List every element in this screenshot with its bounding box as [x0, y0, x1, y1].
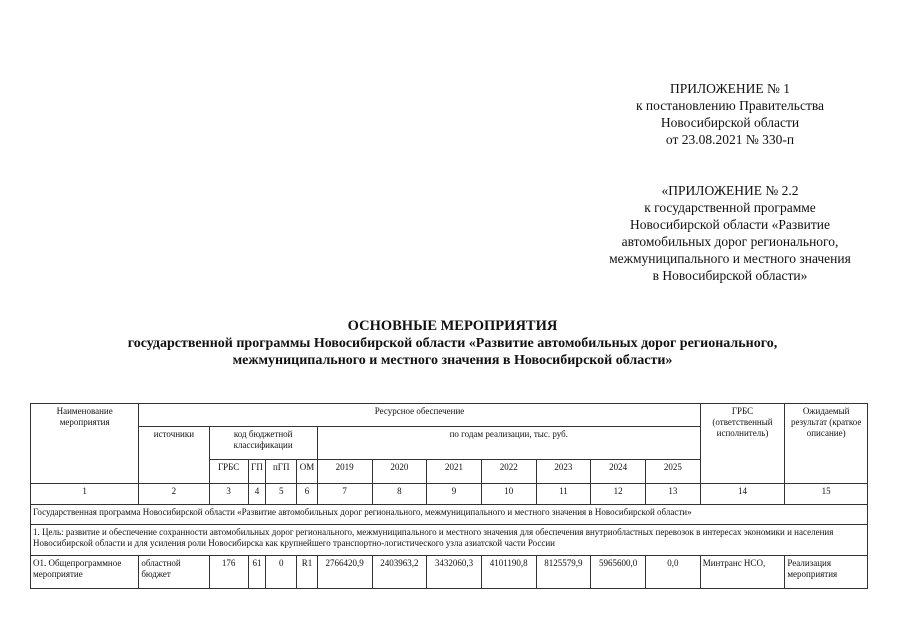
column-number: 15 [785, 484, 868, 505]
year-value: 0,0 [645, 556, 700, 589]
column-number: 4 [248, 484, 266, 505]
year-value: 3432060,3 [427, 556, 482, 589]
header-resources: Ресурсное обеспечение [139, 404, 700, 427]
appendix-1-date: от 23.08.2021 № 330-п [665, 132, 795, 147]
column-number: 1 [31, 484, 139, 505]
column-number: 13 [645, 484, 700, 505]
column-number: 14 [700, 484, 785, 505]
appendix-2-line: к государственной программе [644, 200, 816, 215]
column-number: 7 [317, 484, 372, 505]
year-value: 8125579,9 [536, 556, 591, 589]
year-value: 2403963,2 [372, 556, 427, 589]
title-subtitle-line: государственной программы Новосибирской области «Развитие автомобильных дорог регионального, [127, 336, 778, 351]
executor: Минтранс НСО, [700, 556, 785, 589]
column-number: 8 [372, 484, 427, 505]
header-year: 2023 [536, 460, 591, 484]
goal-row: 1. Цель: развитие и обеспечение сохранности автомобильных дорог регионального, межмуниципального и местного значения для обеспечения внутриобластных перевозок в интересах экономики и населения Новосибирской области и для усиления роли Новосибирска как крупнейшего транспортно-логистического узла азиатской части России [31, 525, 868, 556]
measures-table [30, 403, 868, 589]
column-number: 3 [209, 484, 248, 505]
program-row: Государственная программа Новосибирской области «Развитие автомобильных дорог регионального, межмуниципального и местного значения в Новосибирской области» [31, 505, 868, 525]
header-expected: Ожидаемый результат (краткое описание) [785, 404, 868, 484]
appendix-1-block [600, 80, 860, 148]
document-title [40, 318, 865, 369]
column-number: 5 [266, 484, 297, 505]
title-main: ОСНОВНЫЕ МЕРОПРИЯТИЯ [347, 318, 558, 334]
title-subtitle-line: межмуниципального и местного значения в Новосибирской области» [232, 353, 673, 368]
appendix-2-line: Новосибирской области «Развитие [630, 217, 830, 232]
header-year: 2022 [481, 460, 536, 484]
header-year: 2019 [317, 460, 372, 484]
funding-source: областной бюджет [139, 556, 209, 589]
column-numbers-row [31, 484, 868, 505]
header-code-grbs: ГРБС [209, 460, 248, 484]
header-year: 2020 [372, 460, 427, 484]
code-om-value: R1 [297, 556, 318, 589]
expected-result: Реализация мероприятия [785, 556, 868, 589]
measure-name: О1. Общепрограммное мероприятие [31, 556, 139, 589]
header-budget-code: код бюджетной классификации [209, 427, 317, 460]
table-row [31, 556, 868, 589]
column-number: 10 [481, 484, 536, 505]
appendix-2-line: автомобильных дорог регионального, [621, 234, 839, 249]
header-code-om: ОМ [297, 460, 318, 484]
appendix-1-line: к постановлению Правительства [635, 98, 825, 113]
column-number: 2 [139, 484, 209, 505]
year-value: 5965600,0 [591, 556, 646, 589]
appendix-2-line: в Новосибирской области» [652, 268, 808, 283]
appendix-2-block [575, 182, 885, 284]
header-year: 2024 [591, 460, 646, 484]
appendix-2-line: межмуниципального и местного значения [609, 251, 851, 266]
column-number: 12 [591, 484, 646, 505]
year-value: 4101190,8 [481, 556, 536, 589]
header-year: 2021 [427, 460, 482, 484]
header-grbs: ГРБС (ответственный исполнитель) [700, 404, 785, 484]
code-pgp-value: 0 [266, 556, 297, 589]
header-by-years: по годам реализации, тыс. руб. [317, 427, 700, 460]
column-number: 6 [297, 484, 318, 505]
appendix-1-line: Новосибирской области [660, 115, 800, 130]
header-code-gp: ГП [248, 460, 266, 484]
header-code-pgp: пГП [266, 460, 297, 484]
header-sources: источники [139, 427, 209, 484]
appendix-2-title: «ПРИЛОЖЕНИЕ № 2.2 [661, 183, 799, 198]
column-number: 9 [427, 484, 482, 505]
code-gp-value: 61 [248, 556, 266, 589]
header-name: Наименование мероприятия [31, 404, 139, 484]
code-grbs-value: 176 [209, 556, 248, 589]
year-value: 2766420,9 [317, 556, 372, 589]
appendix-1-title: ПРИЛОЖЕНИЕ № 1 [669, 81, 791, 96]
header-year: 2025 [645, 460, 700, 484]
column-number: 11 [536, 484, 591, 505]
